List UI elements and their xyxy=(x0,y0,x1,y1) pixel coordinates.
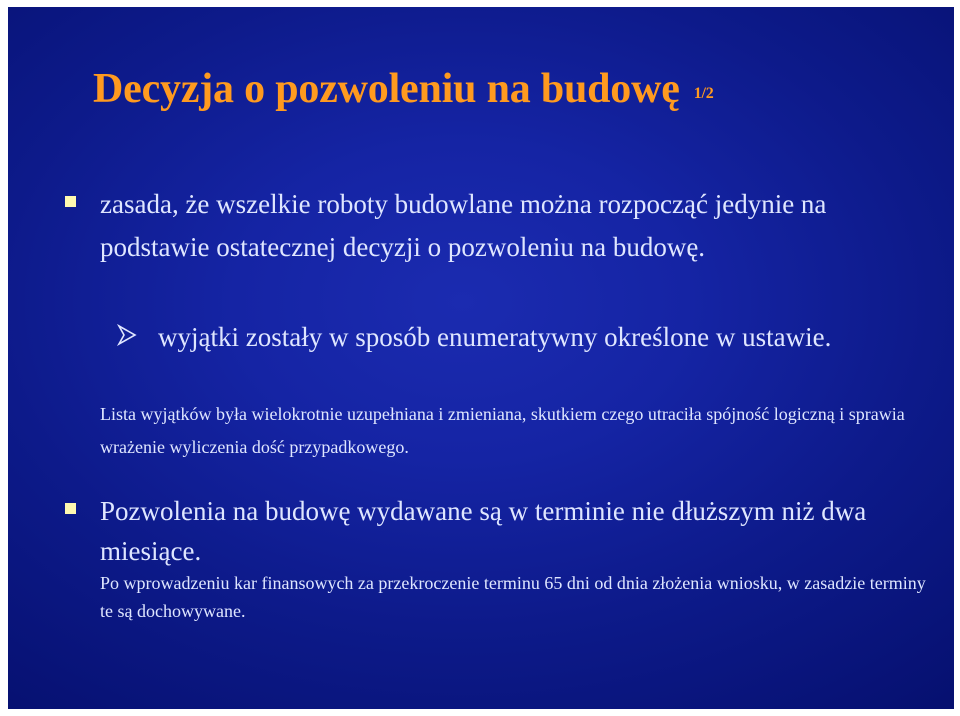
square-bullet-icon xyxy=(65,503,76,514)
bullet-principle: zasada, że wszelkie roboty budowlane można rozpocząć jedynie na podstawie ostatecznej decyzji o pozwoleniu na budowę. xyxy=(100,189,827,262)
slide-title-text: Decyzja o pozwoleniu na budowę xyxy=(93,66,680,112)
bullet-permit-deadline: Pozwolenia na budowę wydawane są w terminie nie dłuższym niż dwa miesiące. xyxy=(100,496,867,566)
page-indicator: 1/2 xyxy=(693,85,714,102)
square-bullet-icon xyxy=(65,196,76,207)
slide xyxy=(8,7,954,709)
slide-title xyxy=(93,65,714,113)
note-financial-penalties: Po wprowadzeniu kar finansowych za przekroczenie terminu 65 dni od dnia złożenia wniosku, w zasadzie terminy te są dochowywane. xyxy=(100,573,926,621)
note-exceptions-list: Lista wyjątków była wielokrotnie uzupełniana i zmieniana, skutkiem czego utraciła spójność logiczną i sprawia wrażenie wyliczenia dość przypadkowego. xyxy=(100,404,905,457)
arrowhead-bullet-icon xyxy=(116,324,138,346)
sub-bullet-exceptions: wyjątki zostały w sposób enumeratywny określone w ustawie. xyxy=(158,322,832,352)
